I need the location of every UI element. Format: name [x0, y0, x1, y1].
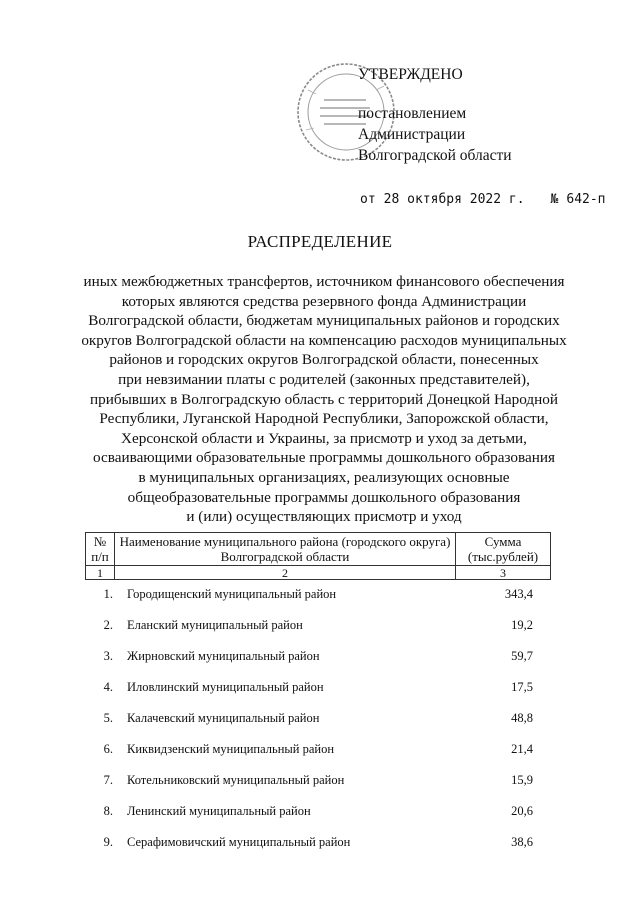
subtitle-line: иных межбюджетных трансфертов, источником финансового обеспечения: [83, 273, 565, 290]
distribution-table-body: [85, 587, 551, 866]
row-sum: 19,2: [511, 618, 533, 632]
subtitle-line: районов и городских округов Волгоградской области, понесенных: [109, 351, 539, 369]
subtitle-line: общеобразовательные программы дошкольного образования: [127, 488, 521, 506]
row-number: 2.: [103, 618, 113, 632]
subtitle-line: прибывших в Волгоградскую область с территорий Донецкой Народной: [90, 390, 558, 408]
header-sum: [456, 533, 551, 566]
subtitle-line: которых являются средства резервного фонда Администрации: [121, 292, 527, 310]
subtitle-line: Волгоградской области, бюджетам муниципальных районов и городских: [88, 312, 560, 330]
column-index-row: [86, 566, 551, 580]
row-district: Еланский муниципальный район: [127, 618, 303, 632]
table-row: [85, 649, 551, 680]
table-row: [85, 711, 551, 742]
row-district: Котельниковский муниципальный район: [127, 773, 345, 787]
row-sum: 20,6: [511, 804, 533, 818]
table-row: [85, 680, 551, 711]
column-index: 1: [86, 566, 115, 580]
row-district: Городищенский муниципальный район: [127, 587, 337, 601]
row-sum: 21,4: [511, 742, 533, 756]
row-sum: 17,5: [511, 680, 533, 694]
subtitle-line: Республики, Луганской Народной Республики, Запорожской области,: [99, 410, 549, 428]
row-number: 3.: [103, 649, 113, 663]
row-district: Ленинский муниципальный район: [127, 804, 311, 818]
row-number: 1.: [103, 587, 113, 601]
approval-line: постановлением: [358, 105, 467, 122]
document-subtitle: [56, 272, 592, 527]
document-title: РАСПРЕДЕЛЕНИЕ: [247, 232, 393, 251]
row-district: Киквидзенский муниципальный район: [127, 742, 335, 756]
column-index: 2: [115, 566, 456, 580]
column-index: 3: [456, 566, 551, 580]
decree-number-label: №: [550, 192, 559, 207]
approved-label: УТВЕРЖДЕНО: [358, 66, 463, 83]
row-district: Калачевский муниципальный район: [127, 711, 320, 725]
table-row: [85, 587, 551, 618]
approval-line: Волгоградской области: [358, 147, 512, 164]
row-number: 5.: [103, 711, 113, 725]
row-sum: 48,8: [511, 711, 533, 725]
table-row: [85, 804, 551, 835]
decree-date: 28 октября 2022 г.: [383, 192, 525, 207]
row-number: 8.: [103, 804, 113, 818]
table-row: [85, 742, 551, 773]
row-sum: 38,6: [511, 835, 533, 849]
decree-from-label: от: [360, 192, 376, 207]
table-row: [85, 618, 551, 649]
table-row: [85, 773, 551, 804]
subtitle-line: в муниципальных организациях, реализующих основные: [138, 468, 510, 486]
header-number-line: №: [93, 534, 107, 549]
header-sum-line: Сумма: [484, 534, 522, 549]
decree-reference: [360, 192, 640, 207]
subtitle-line: осваивающими образовательные программы дошкольного образования: [93, 449, 555, 467]
table-header-row: [86, 533, 551, 566]
decree-number: 642-п: [566, 192, 606, 207]
row-number: 9.: [103, 835, 113, 849]
distribution-table-header: [85, 532, 551, 580]
subtitle-line: округов Волгоградской области на компенсацию расходов муниципальных: [81, 331, 567, 349]
row-sum: 59,7: [511, 649, 533, 663]
subtitle-line: при невзимании платы с родителей (законных представителей),: [118, 370, 530, 388]
subtitle-line: и (или) осуществляющих присмотр и уход: [186, 508, 462, 526]
approval-block: [358, 64, 628, 166]
header-name-line: Наименование муниципального района (городского округа): [119, 534, 451, 549]
header-number: [86, 533, 115, 566]
row-number: 6.: [103, 742, 113, 756]
row-district: Иловлинский муниципальный район: [127, 680, 324, 694]
header-sum-line: (тыс.рублей): [467, 549, 539, 564]
row-sum: 343,4: [504, 587, 533, 601]
row-sum: 15,9: [511, 773, 533, 787]
row-district: Серафимовичский муниципальный район: [127, 835, 351, 849]
table-row: [85, 835, 551, 866]
row-number: 7.: [103, 773, 113, 787]
header-number-line: п/п: [91, 549, 109, 564]
row-district: Жирновский муниципальный район: [127, 649, 320, 663]
approval-line: Администрации: [358, 126, 466, 143]
subtitle-line: Херсонской области и Украины, за присмотр и уход за детьми,: [121, 429, 527, 447]
row-number: 4.: [103, 680, 113, 694]
header-name: [115, 533, 456, 566]
header-name-line: Волгоградской области: [220, 549, 350, 564]
